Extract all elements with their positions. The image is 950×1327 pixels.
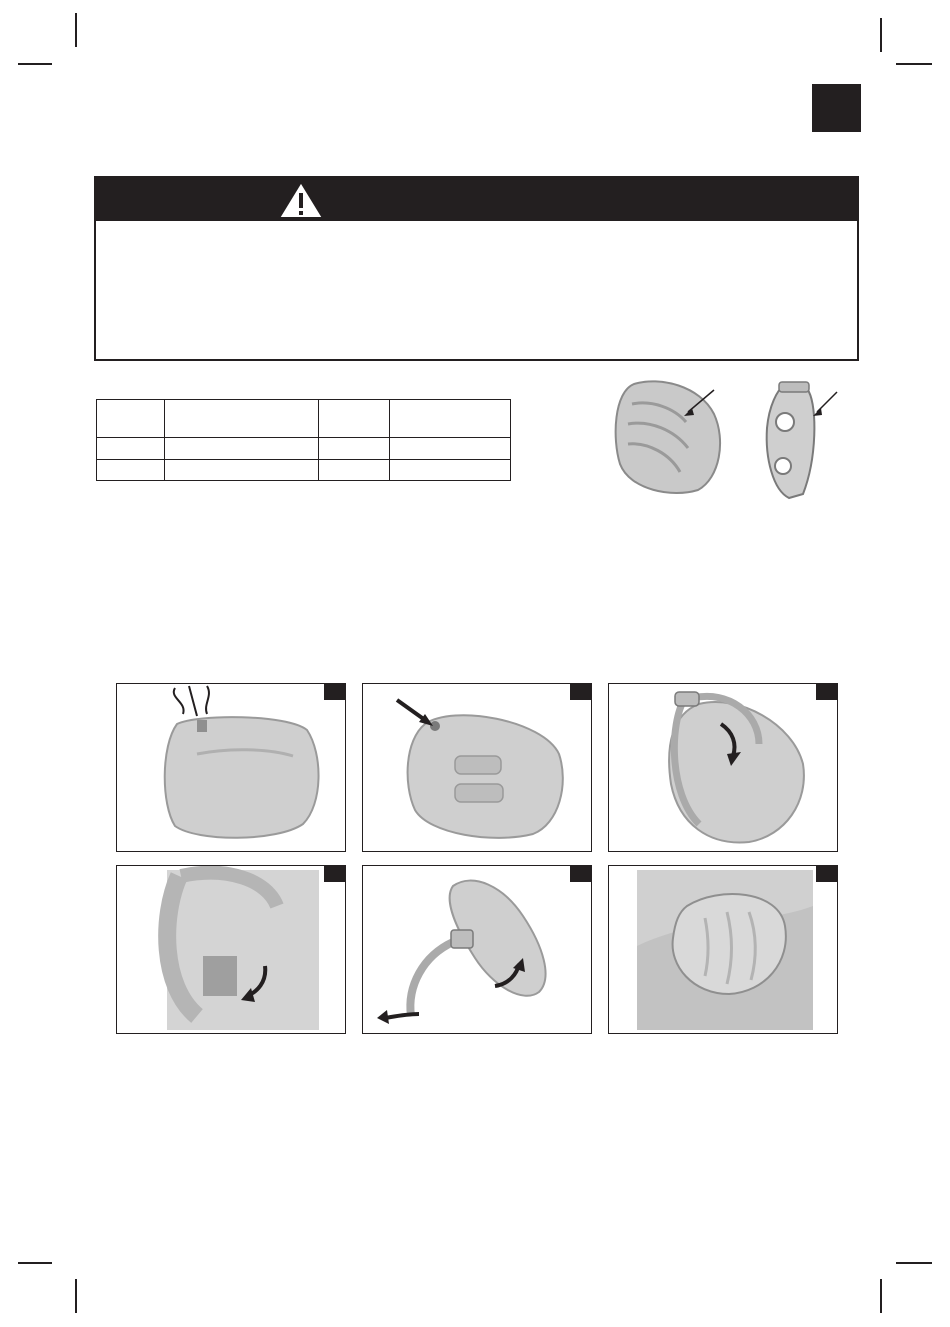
crop-mark-top-left-v [75, 13, 77, 47]
table-cell [390, 400, 511, 438]
clip-illustration [755, 378, 845, 500]
table-cell [390, 460, 511, 481]
crop-mark-bottom-right-v [880, 1279, 882, 1313]
step-figure-4 [116, 865, 346, 1034]
step-number-badge [570, 866, 591, 882]
step-number-badge [324, 684, 345, 700]
specs-table [96, 399, 511, 481]
step-number-badge [324, 866, 345, 882]
table-cell [390, 438, 511, 460]
step-number-badge [570, 684, 591, 700]
warning-header [94, 176, 859, 221]
crop-mark-top-right-h [896, 63, 932, 65]
crop-mark-bottom-right-h [896, 1262, 932, 1264]
table-cell [165, 460, 319, 481]
table-cell [319, 400, 390, 438]
step-figure-2 [362, 683, 592, 852]
warning-body [94, 220, 859, 361]
step-number-badge [816, 684, 837, 700]
step-figure-5 [362, 865, 592, 1034]
step-number-badge [816, 866, 837, 882]
table-cell [165, 400, 319, 438]
crop-mark-bottom-left-v [75, 1279, 77, 1313]
crop-mark-top-left-h [18, 63, 52, 65]
table-cell [97, 400, 165, 438]
table-cell [165, 438, 319, 460]
crop-mark-top-right-v [880, 18, 882, 52]
table-row [97, 438, 511, 460]
table-cell [319, 460, 390, 481]
table-row [97, 460, 511, 481]
table-cell [97, 438, 165, 460]
table-cell [319, 438, 390, 460]
table-row [97, 400, 511, 438]
step-figure-3 [608, 683, 838, 852]
table-cell [97, 460, 165, 481]
warning-triangle-icon [277, 180, 325, 220]
section-tab [812, 84, 861, 132]
step-figure-6 [608, 865, 838, 1034]
headrest-illustration [612, 378, 727, 496]
crop-mark-bottom-left-h [18, 1262, 52, 1264]
step-figure-1 [116, 683, 346, 852]
